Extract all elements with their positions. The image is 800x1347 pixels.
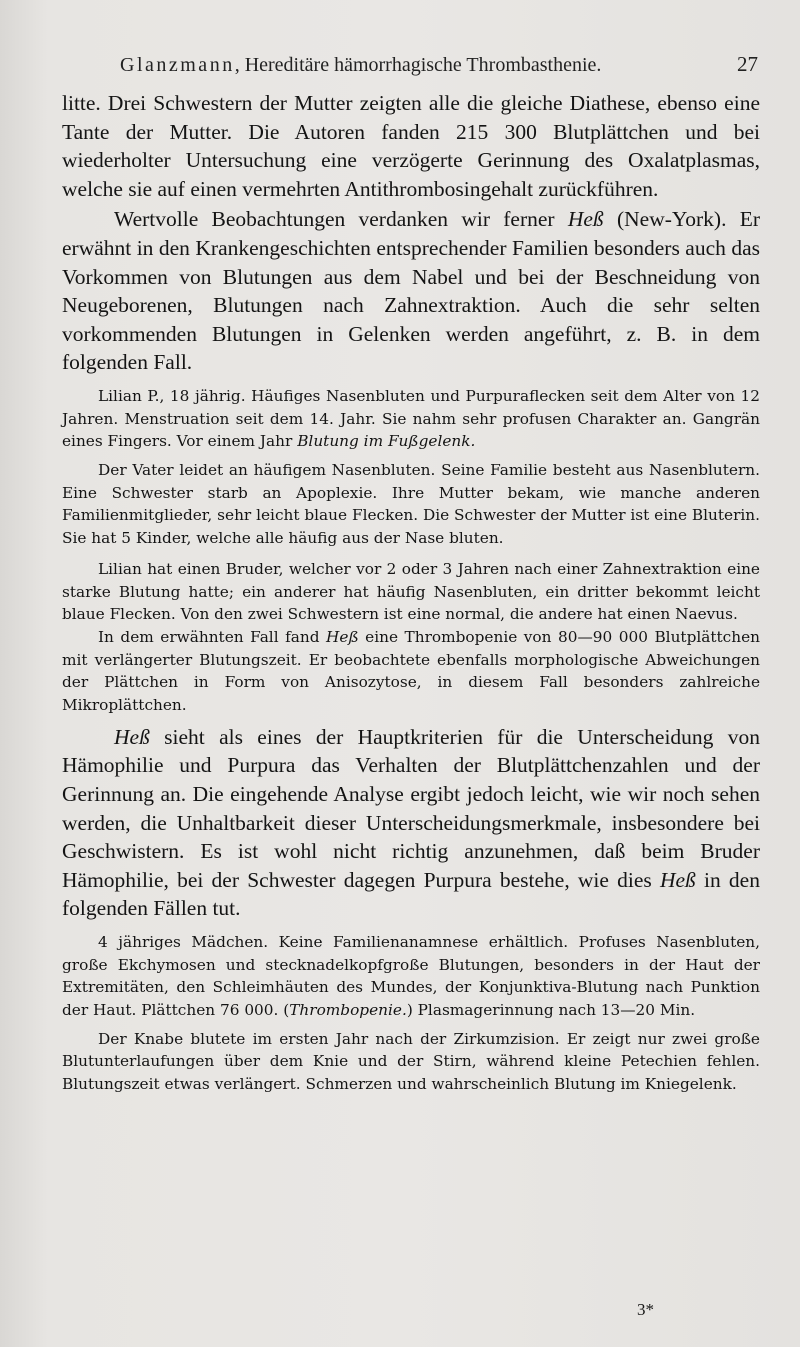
header-title	[120, 54, 601, 77]
author-name-hess: Heß	[114, 724, 150, 749]
paragraph-1: litte. Drei Schwestern der Mutter zeigten alle die gleiche Diathese, ebenso eine Tante der Mutter. Die Autoren fanden 215 300 Blutplättchen und bei wiederholter Untersuchung eine verzögerte Gerinnung des Oxalatplasmas, welche sie auf einen vermehrten Antithrombosingehalt zurückführen.	[62, 91, 760, 201]
case-1-paragraph-3: Lilian hat einen Bruder, welcher vor 2 oder 3 Jahren nach einer Zahnextraktion eine starke Blutung hatte; ein anderer hat häufig Nasenbluten, ein dritter bekommt leicht blaue Flecken. Von den zwei Schwestern ist eine normal, die andere hat einen Naevus.	[62, 559, 760, 624]
header-author: Glanzmann	[120, 54, 235, 76]
case-1-emphasis: Blutung im Fußgelenk.	[297, 432, 476, 451]
signature-mark: 3*	[637, 1300, 654, 1319]
page-number: 27	[737, 52, 758, 76]
case-1-text-d2: eine Thrombopenie von 80—90 000 Blutplättchen mit verlängerter Blutungszeit. Er beobachtete ebenfalls morphologische Abweichungen der Plättchen in Form von Anisozytose, in diesem Fall besonders zahlreiche Mikroplättchen.	[62, 627, 760, 715]
case-1-text-d1: In dem erwähnten Fall fand	[98, 627, 327, 646]
case-1-paragraph-4	[62, 626, 760, 717]
case-2-text-b: ) Plasmagerinnung nach 13—20 Min.	[406, 1001, 696, 1020]
case-2-text-a: 4 jähriges Mädchen. Keine Familienanamnese erhältlich. Profuses Nasenbluten, große Ekchymosen und stecknadelkopfgroße Blutungen, besonders in der Haut der Extremitäten, den Schleimhäuten des Mundes, der Konjunktiva-Blutung nach Punktion der Haut. Plättchen 76 000. (	[62, 932, 760, 1020]
case-2-paragraph-1	[62, 931, 760, 1022]
paragraph-2	[62, 205, 760, 377]
paragraph-3-text-a: sieht als eines der Hauptkriterien für die Unterscheidung von Hämophilie und Purpura das Verhalten der Blutplättchenzahlen und der Gerinnung an. Die eingehende Analyse ergibt jedoch leicht, wie wir noch sehen werden, die Unhaltbarkeit dieser Unterscheidungsmerkmale, insbesondere bei Geschwistern. Es ist wohl nicht richtig anzunehmen, daß beim Bruder Hämophilie, bei der Schwester dagegen Purpura bestehe, wie dies	[62, 724, 760, 892]
case-2-paragraph-2: Der Knabe blutete im ersten Jahr nach der Zirkumzision. Er zeigt nur zwei große Blutunterlaufungen über dem Knie und der Stirn, während kleine Petechien fehlen. Blutungszeit etwas verlängert. Schmerzen und wahrscheinlich Blutung im Kniegelenk.	[62, 1029, 760, 1094]
author-name-hess: Heß	[567, 207, 604, 232]
case-2-emphasis: Thrombopenie.	[289, 1001, 407, 1020]
paragraph-2-text-b: (New-York). Er erwähnt in den Krankengeschichten entsprechender Familien besonders auch das Vorkommen von Blutungen aus dem Nabel und bei der Beschneidung von Neugeborenen, Blutungen nach Zahnextraktion. Auch die sehr selten vorkommenden Blutungen in Gelenken werden angeführt, z. B. in dem folgenden Fall.	[62, 207, 761, 375]
author-name-hess: Heß	[659, 867, 696, 892]
header-subject: , Hereditäre hämorrhagische Thrombasthenie.	[234, 54, 602, 76]
case-1-paragraph-2: Der Vater leidet an häufigem Nasenbluten. Seine Familie besteht aus Nasenblutern. Eine Schwester starb an Apoplexie. Ihre Mutter bekam, wie manche anderen Familienmitglieder, sehr leicht blaue Flecken. Die Schwester der Mutter ist eine Bluterin. Sie hat 5 Kinder, welche alle häufig aus der Nase bluten.	[62, 461, 760, 548]
paragraph-3-text-b: in den folgenden Fällen tut.	[62, 867, 760, 921]
case-1-text-a: Lilian P., 18 jährig. Häufiges Nasenbluten und Purpuraflecken seit dem Alter von 12 Jahren. Menstruation seit dem 14. Jahr. Sie nahm sehr profusen Charakter an. Gangrän eines Fingers. Vor einem Jahr	[62, 386, 760, 451]
paragraph-2-text-a: Wertvolle Beobachtungen verdanken wir ferner	[114, 207, 568, 232]
paragraph-3	[62, 723, 760, 923]
case-1-paragraph-1	[62, 385, 760, 453]
running-header	[120, 52, 760, 77]
author-name-hess: Heß	[326, 627, 359, 646]
